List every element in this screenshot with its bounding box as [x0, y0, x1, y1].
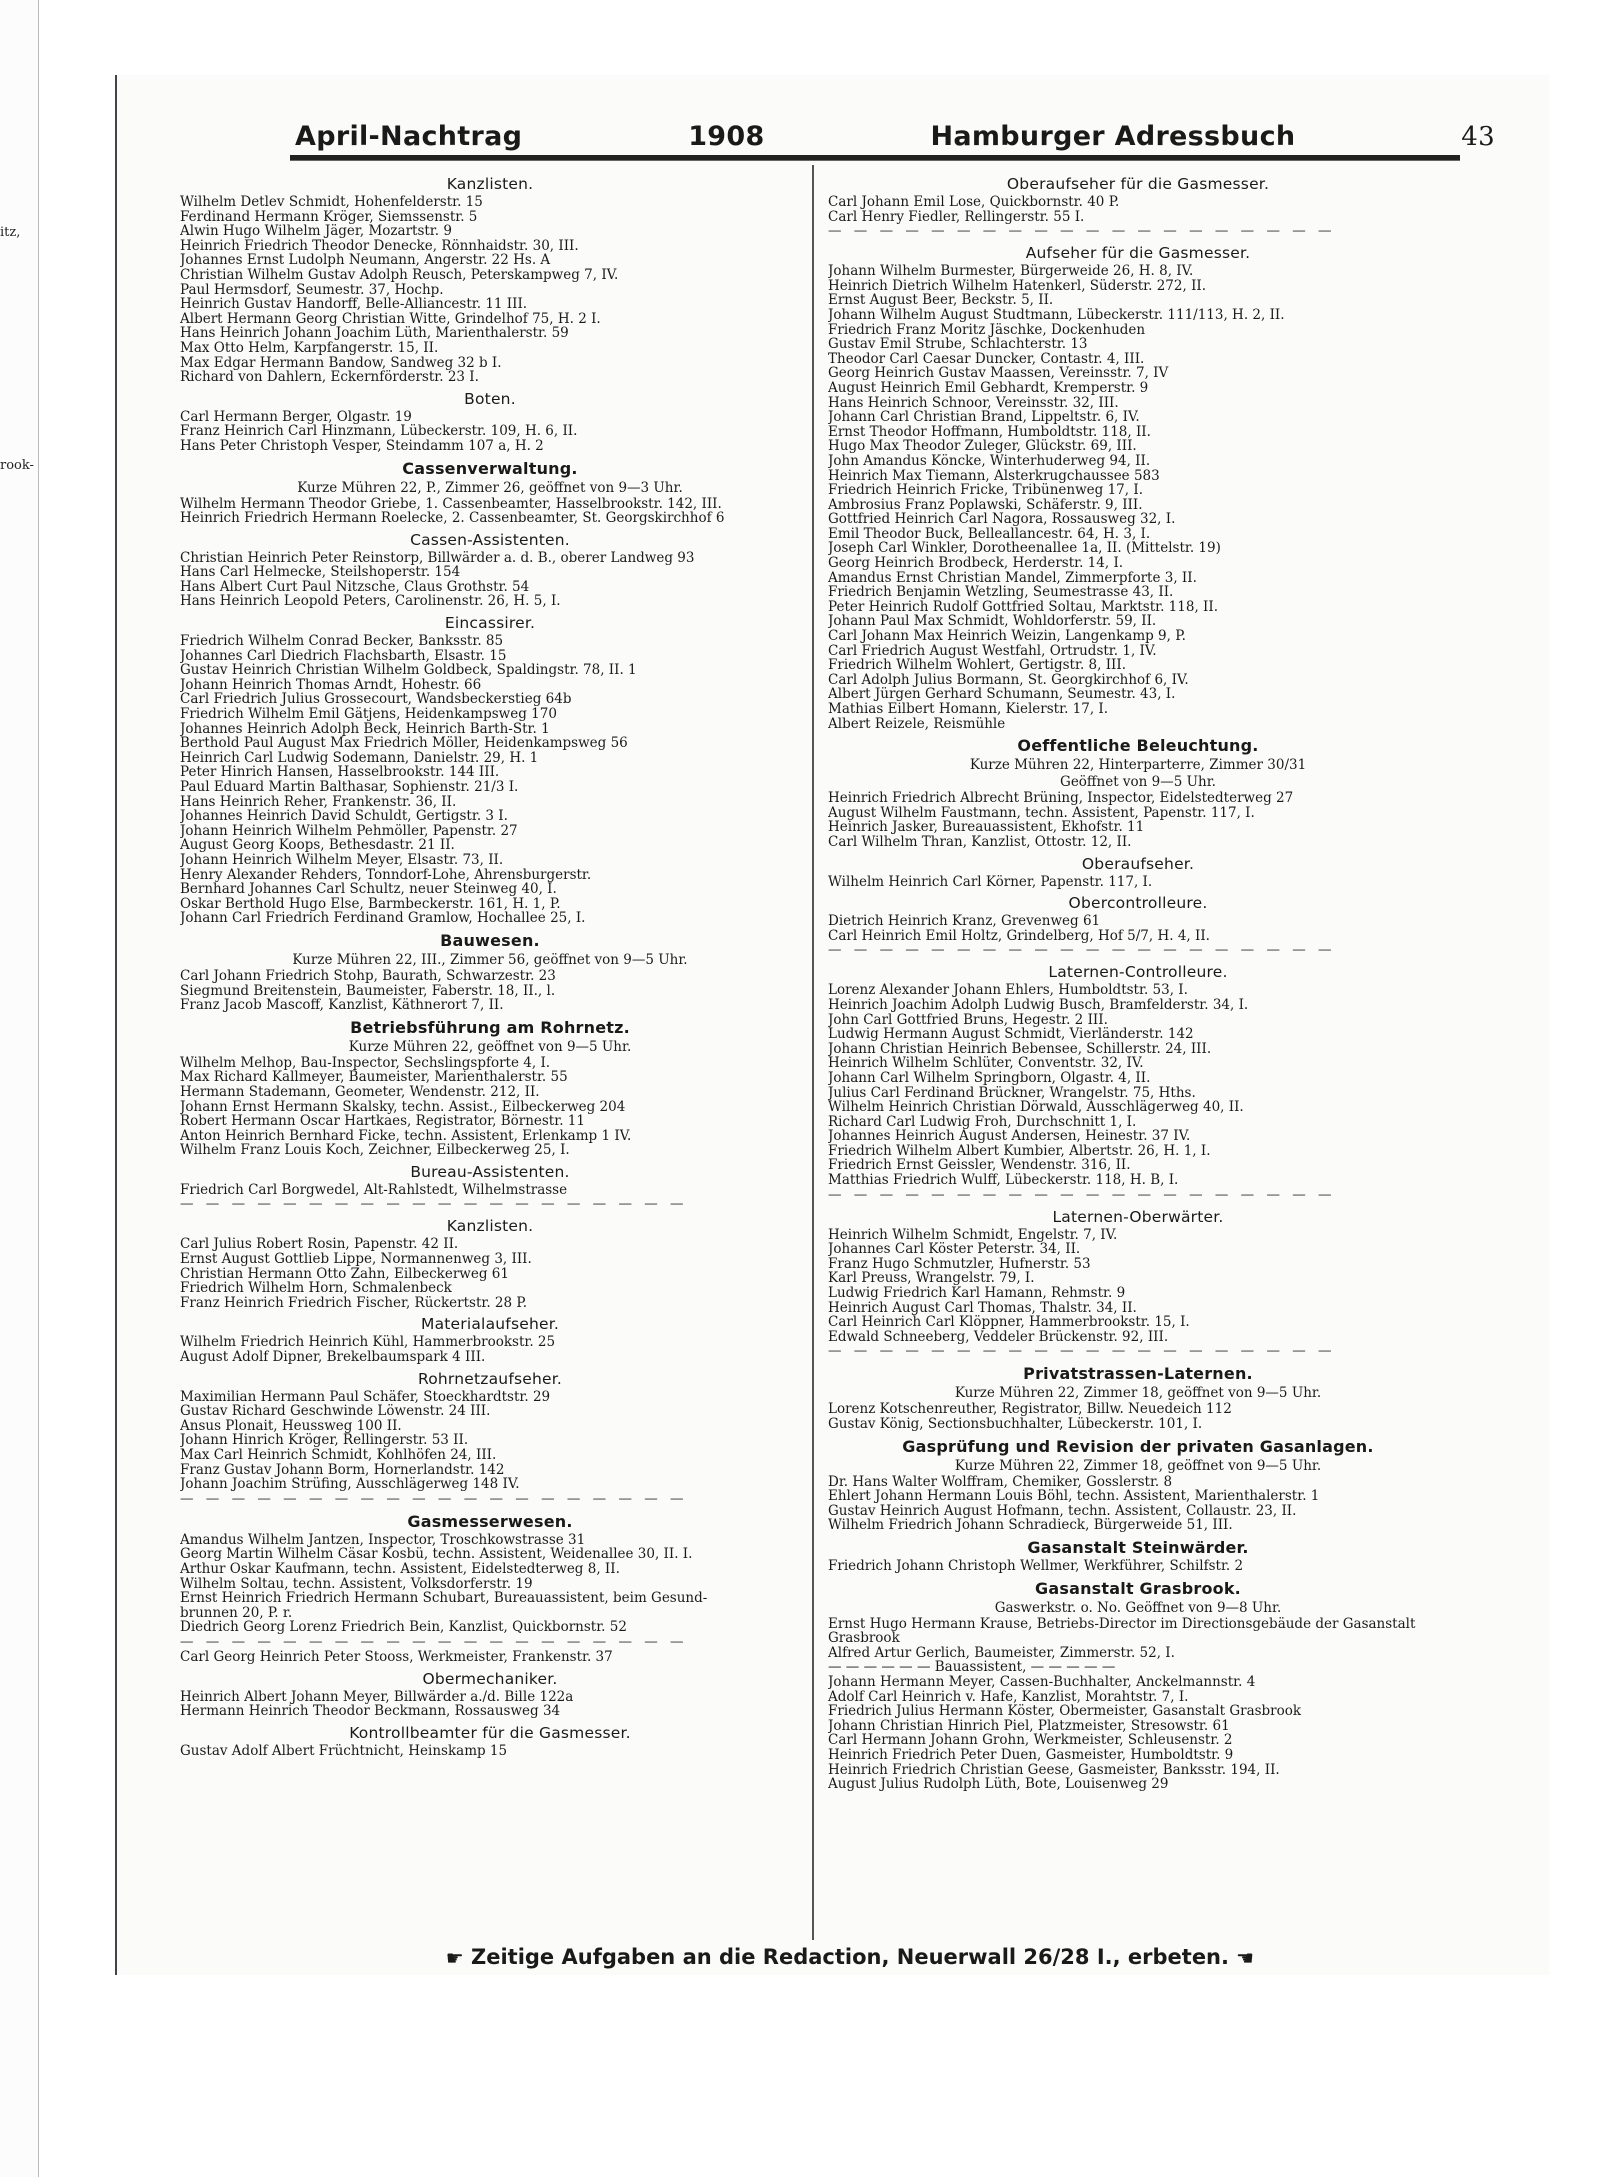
page-number: 43 — [1461, 122, 1495, 152]
directory-entry: Friedrich Ernst Geissler, Wendenstr. 316, II. — [828, 1158, 1131, 1174]
section-heading: Gasmesserwesen. — [407, 1511, 573, 1531]
adjacent-page-edge — [0, 0, 39, 2177]
directory-entry: Johann Joachim Strüfing, Ausschlägerweg 148 IV. — [180, 1477, 520, 1492]
directory-entry: Wilhelm Heinrich Carl Körner, Papenstr. 117, I. — [828, 874, 1153, 890]
directory-entry: Friedrich Wilhelm Emil Gätjens, Heidenkampsweg 170 — [180, 707, 557, 722]
directory-entry: Franz Heinrich Friedrich Fischer, Rückertstr. 28 P. — [180, 1295, 528, 1311]
directory-entry: Carl Johann Friedrich Stohp, Baurath, Schwarzestr. 23 — [180, 968, 556, 984]
directory-entry: Karl Preuss, Wrangelstr. 79, I. — [828, 1271, 1035, 1287]
section-office-hours: Kurze Mühren 22, Zimmer 18, geöffnet von 9—5 Uhr. — [954, 1385, 1322, 1402]
directory-entry: Franz Hugo Schmutzler, Hufnerstr. 53 — [828, 1256, 1091, 1272]
directory-entry: August Georg Koops, Bethesdastr. 21 II. — [180, 838, 455, 853]
directory-entry: Hans Heinrich Schnoor, Vereinsstr. 32, III. — [828, 395, 1119, 411]
directory-entry: Johann Heinrich Wilhelm Pehmöller, Papenstr. 27 — [180, 823, 518, 839]
directory-entry: Theodor Carl Caesar Duncker, Contastr. 4, III. — [828, 351, 1145, 367]
directory-entry: Lorenz Kotschenreuther, Registrator, Billw. Neuedeich 112 — [828, 1402, 1232, 1417]
directory-entry: Max Richard Kallmeyer, Baumeister, Marienthalerstr. 55 — [180, 1070, 568, 1085]
directory-entry: Heinrich Joachim Adolph Ludwig Busch, Bramfelderstr. 34, I. — [828, 997, 1249, 1013]
directory-entry: — — — — — — Bauassistent, — — — — — — [828, 1660, 1116, 1675]
directory-entry: Carl Friedrich August Westfahl, Ortrudstr. 1, IV. — [828, 643, 1157, 659]
directory-entry: Ernst Theodor Hoffmann, Humboldtstr. 118, II. — [828, 424, 1151, 440]
directory-entry: Heinrich Carl Ludwig Sodemann, Danielstr. 29, H. 1 — [180, 750, 539, 766]
directory-entry: Friedrich Wilhelm Conrad Becker, Banksstr. 85 — [180, 634, 504, 649]
section-heading: Boten. — [464, 389, 516, 408]
section-heading: Oberaufseher für die Gasmesser. — [1006, 175, 1270, 193]
directory-entry: Wilhelm Hermann Theodor Griebe, 1. Cassenbeamter, Hasselbrookstr. 142, III. — [180, 496, 722, 512]
directory-entry: Carl Wilhelm Thran, Kanzlist, Ottostr. 12, II. — [828, 834, 1132, 850]
directory-entry: Dr. Hans Walter Wolffram, Chemiker, Gosslerstr. 8 — [828, 1474, 1173, 1490]
pointing-hand-icon: ☛ — [445, 1946, 464, 1970]
directory-entry: John Amandus Köncke, Winterhuderweg 94, II. — [828, 453, 1151, 469]
directory-entry: Johannes Ernst Ludolph Neumann, Angerstr. 22 Hs. A — [180, 253, 551, 268]
directory-entry: Lorenz Alexander Johann Ehlers, Humboldtstr. 53, I. — [828, 983, 1188, 998]
directory-entry: Heinrich Friedrich Theodor Denecke, Rönnhaidstr. 30, III. — [180, 238, 579, 254]
directory-entry: Friedrich Johann Christoph Wellmer, Werkführer, Schilfstr. 2 — [828, 1558, 1244, 1574]
directory-entry: Paul Eduard Martin Balthasar, Sophienstr. 21/3 I. — [180, 780, 519, 795]
directory-entry: Albert Hermann Georg Christian Witte, Grindelhof 75, H. 2 I. — [180, 311, 601, 327]
directory-entry: Hermann Stademann, Geometer, Wendenstr. 212, II. — [180, 1084, 540, 1100]
section-heading: Eincassirer. — [444, 614, 536, 633]
dashed-separator: — — — — — — — — — — — — — — — — — — — — — [828, 1187, 1336, 1203]
directory-entry: Hermann Heinrich Theodor Beckmann, Rossausweg 34 — [180, 1704, 561, 1719]
section-office-hours: Kurze Mühren 22, P., Zimmer 26, geöffnet von 9—3 Uhr. — [297, 479, 683, 496]
directory-entry: Johann Wilhelm Burmester, Bürgerweide 26, H. 8, IV. — [828, 264, 1194, 279]
directory-entry: Carl Friedrich Julius Grossecourt, Wandsbeckerstieg 64b — [180, 692, 572, 708]
directory-entry: Friedrich Benjamin Wetzling, Seumestrasse 43, II. — [828, 585, 1174, 600]
section-heading: Rohrnetzaufseher. — [417, 1369, 563, 1388]
directory-entry: Heinrich Albert Johann Meyer, Billwärder a./d. Bille 122a — [180, 1689, 574, 1705]
directory-entry: Arthur Oskar Kaufmann, techn. Assistent, Eidelstedterweg 8, II. — [180, 1561, 620, 1577]
right-column — [828, 170, 1448, 1792]
section-office-hours: Gaswerkstr. o. No. Geöffnet von 9—8 Uhr. — [994, 1599, 1282, 1616]
directory-entry: Heinrich Friedrich Hermann Roelecke, 2. Cassenbeamter, St. Georgskirchhof 6 — [180, 511, 725, 526]
directory-entry: Johann Heinrich Thomas Arndt, Hohestr. 66 — [180, 677, 482, 693]
directory-entry: Wilhelm Heinrich Christian Dörwald, Ausschlägerweg 40, II. — [828, 1100, 1244, 1115]
directory-entry: Johannes Heinrich August Andersen, Heinestr. 37 IV. — [828, 1129, 1191, 1144]
header-publication-title: Hamburger Adressbuch — [930, 121, 1296, 152]
section-heading: Bauwesen. — [440, 930, 540, 950]
directory-entry: Heinrich Friedrich Albrecht Brüning, Inspector, Eidelstedterweg 27 — [828, 791, 1294, 806]
section-heading: Bureau-Assistenten. — [410, 1162, 570, 1181]
directory-entry: Franz Gustav Johann Borm, Hornerlandstr. 142 — [180, 1462, 505, 1478]
directory-entry: Oskar Berthold Hugo Else, Barmbeckerstr. 161, H. 1, P. — [180, 896, 561, 912]
directory-entry: Johann Carl Wilhelm Springborn, Olgastr. 4, II. — [828, 1070, 1151, 1086]
directory-entry: Franz Heinrich Carl Hinzmann, Lübeckerstr. 109, H. 6, II. — [180, 424, 578, 439]
directory-entry: Wilhelm Detlev Schmidt, Hohenfelderstr. 15 — [180, 195, 483, 210]
directory-entry: Friedrich Wilhelm Horn, Schmalenbeck — [180, 1281, 452, 1296]
directory-entry: Gustav König, Sectionsbuchhalter, Lübeckerstr. 101, I. — [828, 1417, 1203, 1432]
section-office-hours: Kurze Mühren 22, Zimmer 18, geöffnet von 9—5 Uhr. — [954, 1457, 1322, 1474]
directory-entry: Heinrich Friedrich Christian Geese, Gasmeister, Banksstr. 194, II. — [828, 1762, 1280, 1778]
directory-entry: Hugo Max Theodor Zuleger, Glückstr. 69, III. — [828, 439, 1137, 454]
directory-entry: Georg Martin Wilhelm Cäsar Kosbü, techn. Assistent, Weidenallee 30, II. I. — [180, 1547, 693, 1562]
directory-entry: Diedrich Georg Lorenz Friedrich Bein, Kanzlist, Quickbornstr. 52 — [180, 1620, 627, 1635]
directory-entry: Georg Heinrich Gustav Maassen, Vereinsstr. 7, IV — [828, 366, 1169, 381]
directory-entry: Gustav Richard Geschwinde Löwenstr. 24 III. — [180, 1404, 491, 1419]
directory-entry: Ernst Heinrich Friedrich Hermann Schubart, Bureauassistent, beim Gesund- — [180, 1591, 708, 1606]
directory-entry: Johannes Carl Köster Peterstr. 34, II. — [828, 1242, 1081, 1257]
directory-entry: Ambrosius Franz Poplawski, Schäferstr. 9, III. — [828, 497, 1143, 513]
directory-entry: Paul Hermsdorf, Seumestr. 37, Hochp. — [180, 282, 444, 298]
directory-entry: August Wilhelm Faustmann, techn. Assistent, Papenstr. 117, I. — [828, 805, 1255, 821]
directory-entry: Friedrich Franz Moritz Jäschke, Dockenhuden — [828, 322, 1146, 338]
directory-entry: Amandus Wilhelm Jantzen, Inspector, Troschkowstrasse 31 — [180, 1532, 586, 1548]
directory-entry: Johann Christian Heinrich Bebensee, Schillerstr. 24, III. — [828, 1041, 1212, 1057]
directory-entry: Max Otto Helm, Karpfangerstr. 15, II. — [180, 340, 439, 356]
dashed-separator: — — — — — — — — — — — — — — — — — — — — — [180, 1634, 688, 1650]
directory-entry: Emil Theodor Buck, Belleallancestr. 64, H. 3, I. — [828, 526, 1151, 542]
directory-entry: Franz Jacob Mascoff, Kanzlist, Käthnerort 7, II. — [180, 998, 504, 1013]
directory-entry: Friedrich Heinrich Fricke, Tribünenweg 17, I. — [828, 483, 1143, 498]
directory-entry: Carl Adolph Julius Bormann, St. Georgkirchhof 6, IV. — [828, 672, 1189, 688]
section-heading: Aufseher für die Gasmesser. — [1025, 244, 1251, 263]
section-office-hours: Kurze Mühren 22, Hinterparterre, Zimmer 30/31 — [969, 757, 1307, 774]
section-office-hours: Kurze Mühren 22, III., Zimmer 56, geöffnet von 9—5 Uhr. — [292, 951, 688, 968]
directory-entry: Heinrich Gustav Handorff, Belle-Alliancestr. 11 III. — [180, 297, 528, 312]
section-heading: Obermechaniker. — [422, 1669, 558, 1688]
section-heading: Kanzlisten. — [446, 1217, 534, 1236]
directory-entry: August Julius Rudolph Lüth, Bote, Louisenweg 29 — [828, 1777, 1169, 1792]
directory-entry: Wilhelm Friedrich Heinrich Kühl, Hammerbrookstr. 25 — [180, 1335, 556, 1351]
header-rule — [290, 155, 1460, 161]
section-heading: Privatstrassen-Laternen. — [1023, 1364, 1253, 1384]
directory-entry: Anton Heinrich Bernhard Ficke, techn. Assistent, Erlenkamp 1 IV. — [180, 1128, 632, 1144]
directory-entry: Mathias Eilbert Homann, Kielerstr. 17, I. — [828, 702, 1109, 717]
directory-entry: Friedrich Wilhelm Albert Kumbier, Albertstr. 26, H. 1, I. — [828, 1143, 1211, 1159]
directory-entry: John Carl Gottfried Bruns, Hegestr. 2 III. — [828, 1012, 1108, 1028]
dashed-separator: — — — — — — — — — — — — — — — — — — — — — [828, 224, 1336, 240]
directory-entry: Carl Hermann Berger, Olgastr. 19 — [180, 409, 412, 425]
pointing-hand-icon: ☛ — [1236, 1946, 1255, 1970]
directory-entry: August Heinrich Emil Gebhardt, Kremperstr. 9 — [828, 380, 1149, 396]
directory-entry: Gottfried Heinrich Carl Nagora, Rossausweg 32, I. — [828, 512, 1176, 527]
directory-entry: Wilhelm Melhop, Bau-Inspector, Sechslingspforte 4, I. — [180, 1055, 551, 1071]
directory-entry: Carl Hermann Johann Grohn, Werkmeister, Schleusenstr. 2 — [828, 1733, 1233, 1748]
directory-entry: Edwald Schneeberg, Veddeler Brückenstr. 92, III. — [828, 1329, 1169, 1345]
section-heading: Kontrollbeamter für die Gasmesser. — [349, 1723, 631, 1742]
directory-entry: Johann Ernst Hermann Skalsky, techn. Assist., Eilbeckerweg 204 — [180, 1099, 626, 1115]
dashed-separator: — — — — — — — — — — — — — — — — — — — — — [828, 943, 1336, 959]
directory-entry: Robert Hermann Oscar Hartkaes, Registrator, Börnestr. 11 — [180, 1114, 585, 1129]
section-heading: Laternen-Controlleure. — [1048, 963, 1228, 982]
directory-entry: Carl Johann Emil Lose, Quickbornstr. 40 P. — [828, 195, 1120, 210]
directory-entry: Wilhelm Franz Louis Koch, Zeichner, Eilbeckerweg 25, I. — [180, 1143, 570, 1158]
directory-entry: Carl Julius Robert Rosin, Papenstr. 42 II. — [180, 1237, 459, 1253]
directory-entry: Matthias Friedrich Wulff, Lübeckerstr. 118, H. B, I. — [828, 1173, 1179, 1188]
directory-entry: Max Carl Heinrich Schmidt, Kohlhöfen 24, III. — [180, 1448, 497, 1463]
directory-entry: Ludwig Friedrich Karl Hamann, Rehmstr. 9 — [828, 1286, 1126, 1301]
directory-entry: Ernst August Beer, Beckstr. 5, II. — [828, 293, 1054, 308]
directory-entry: Heinrich Max Tiemann, Alsterkrugchaussee 583 — [828, 468, 1160, 484]
directory-entry: Johannes Carl Diedrich Flachsbarth, Elsastr. 15 — [180, 648, 507, 664]
section-heading: Cassen-Assistenten. — [410, 530, 570, 549]
directory-entry: Friedrich Julius Hermann Köster, Obermeister, Gasanstalt Grasbrook — [828, 1704, 1302, 1719]
directory-entry: Friedrich Wilhelm Wohlert, Gertigstr. 8, III. — [828, 658, 1126, 673]
directory-entry: Wilhelm Soltau, techn. Assistent, Volksdorferstr. 19 — [180, 1576, 533, 1592]
section-heading: Gasanstalt Steinwärder. — [1027, 1537, 1249, 1557]
directory-entry: Gustav Emil Strube, Schlachterstr. 13 — [828, 337, 1088, 352]
directory-entry: Heinrich Dietrich Wilhelm Hatenkerl, Süderstr. 272, II. — [828, 278, 1207, 294]
directory-entry: Heinrich Jasker, Bureauassistent, Ekhofstr. 11 — [828, 820, 1145, 835]
directory-entry: Alfred Artur Gerlich, Baumeister, Zimmerstr. 52, I. — [828, 1645, 1175, 1661]
directory-entry: Christian Heinrich Peter Reinstorp, Billwärder a. d. B., oberer Landweg 93 — [180, 550, 695, 566]
section-heading: Kanzlisten. — [446, 175, 534, 193]
header-section-title: April-Nachtrag — [295, 121, 523, 152]
directory-entry: Johann Wilhelm August Studtmann, Lübeckerstr. 111/113, H. 2, II. — [828, 307, 1285, 323]
directory-entry: Johann Hermann Meyer, Cassen-Buchhalter, Anckelmannstr. 4 — [828, 1674, 1256, 1690]
directory-entry: Alwin Hugo Wilhelm Jäger, Mozartstr. 9 — [180, 224, 452, 239]
directory-entry: Grasbrook — [828, 1631, 900, 1646]
directory-entry: Johann Heinrich Wilhelm Meyer, Elsastr. 73, II. — [180, 852, 504, 868]
directory-entry: Carl Georg Heinrich Peter Stooss, Werkmeister, Frankenstr. 37 — [180, 1649, 613, 1665]
footer-notice — [410, 1945, 1290, 1969]
directory-entry: August Adolf Dipner, Brekelbaumspark 4 III. — [180, 1350, 486, 1365]
directory-entry: brunnen 20, P. r. — [180, 1605, 293, 1621]
directory-entry: Georg Heinrich Brodbeck, Herderstr. 14, I. — [828, 556, 1124, 571]
section-heading: Gasanstalt Grasbrook. — [1035, 1578, 1241, 1598]
directory-entry: Bernhard Johannes Carl Schultz, neuer Steinweg 40, I. — [180, 882, 557, 897]
directory-entry: Heinrich Wilhelm Schlüter, Conventstr. 32, IV. — [828, 1056, 1144, 1071]
section-office-hours: Geöffnet von 9—5 Uhr. — [1060, 774, 1216, 791]
directory-entry: Heinrich Friedrich Peter Duen, Gasmeister, Humboldtstr. 9 — [828, 1747, 1234, 1763]
directory-entry: Ernst Hugo Hermann Krause, Betriebs-Director im Directionsgebäude der Gasanstalt — [828, 1616, 1416, 1632]
directory-entry: Wilhelm Friedrich Johann Schradieck, Bürgerweide 51, III. — [828, 1518, 1233, 1533]
directory-entry: Johann Paul Max Schmidt, Wohldorferstr. 59, II. — [828, 614, 1157, 630]
directory-entry: Hans Peter Christoph Vesper, Steindamm 107 a, H. 2 — [180, 438, 544, 454]
dashed-separator: — — — — — — — — — — — — — — — — — — — — — [180, 1491, 688, 1507]
directory-entry: Hans Heinrich Leopold Peters, Carolinenstr. 26, H. 5, I. — [180, 594, 561, 610]
section-heading: Gasprüfung und Revision der privaten Gasanlagen. — [902, 1436, 1374, 1456]
directory-entry: Julius Carl Ferdinand Brückner, Wrangelstr. 75, Hths. — [828, 1085, 1196, 1101]
directory-entry: Ferdinand Hermann Kröger, Siemssenstr. 5 — [180, 209, 478, 225]
header-year: 1908 — [688, 121, 765, 152]
directory-entry: Carl Johann Max Heinrich Weizin, Langenkamp 9, P. — [828, 629, 1186, 644]
directory-entry: Gustav Heinrich Christian Wilhelm Goldbeck, Spaldingstr. 78, II. 1 — [180, 663, 637, 678]
section-office-hours: Kurze Mühren 22, geöffnet von 9—5 Uhr. — [348, 1038, 632, 1055]
directory-entry: Hans Heinrich Johann Joachim Lüth, Marienthalerstr. 59 — [180, 326, 569, 341]
directory-entry: Hans Heinrich Reher, Frankenstr. 36, II. — [180, 794, 457, 810]
directory-entry: Johann Carl Christian Brand, Lippeltstr. 6, IV. — [828, 410, 1140, 425]
directory-entry: Adolf Carl Heinrich v. Hafe, Kanzlist, Morahtstr. 7, I. — [828, 1689, 1189, 1705]
directory-entry: Christian Hermann Otto Zahn, Eilbeckerweg 61 — [180, 1266, 509, 1282]
directory-entry: Max Edgar Hermann Bandow, Sandweg 32 b I. — [180, 355, 502, 371]
directory-entry: Carl Heinrich Emil Holtz, Grindelberg, Hof 5/7, H. 4, II. — [828, 928, 1210, 944]
directory-entry: Richard von Dahlern, Eckernförderstr. 23 I. — [180, 370, 479, 385]
page-header — [295, 108, 1495, 152]
directory-entry: Peter Hinrich Hansen, Hasselbrookstr. 144 III. — [180, 765, 500, 780]
directory-entry: Johannes Heinrich David Schuldt, Gertigstr. 3 I. — [180, 809, 508, 824]
dashed-separator: — — — — — — — — — — — — — — — — — — — — — [180, 1197, 688, 1213]
directory-entry: Ansus Plonait, Heussweg 100 II. — [180, 1418, 402, 1434]
directory-entry: Johann Hinrich Kröger, Rellingerstr. 53 II. — [180, 1433, 469, 1448]
directory-entry: Dietrich Heinrich Kranz, Grevenweg 61 — [828, 914, 1101, 929]
directory-entry: Gustav Heinrich August Hofmann, techn. Assistent, Collaustr. 23, II. — [828, 1503, 1297, 1519]
adjacent-page-fragment: rook- — [0, 458, 34, 473]
directory-entry: Maximilian Hermann Paul Schäfer, Stoeckhardtstr. 29 — [180, 1389, 551, 1405]
directory-entry: Joseph Carl Winkler, Dorotheenallee 1a, II. (Mittelstr. 19) — [828, 541, 1221, 557]
directory-entry: Ernst August Gottlieb Lippe, Normannenweg 3, III. — [180, 1252, 532, 1267]
directory-entry: Berthold Paul August Max Friedrich Möller, Heidenkampsweg 56 — [180, 736, 628, 751]
footer-text: Zeitige Aufgaben an die Redaction, Neuerwall 26/28 I., erbeten. — [471, 1945, 1229, 1969]
column-divider — [812, 165, 814, 1940]
directory-entry: Ludwig Hermann August Schmidt, Vierländerstr. 142 — [828, 1027, 1194, 1042]
directory-entry: Christian Wilhelm Gustav Adolph Reusch, Peterskampweg 7, IV. — [180, 267, 619, 283]
directory-entry: Richard Carl Ludwig Froh, Durchschnitt 1, I. — [828, 1114, 1137, 1130]
section-heading: Oberaufseher. — [1081, 854, 1195, 873]
directory-entry: Henry Alexander Rehders, Tonndorf-Lohe, Ahrensburgerstr. — [180, 867, 592, 883]
directory-entry: Carl Heinrich Carl Klöppner, Hammerbrookstr. 15, I. — [828, 1315, 1190, 1330]
directory-entry: Johann Christian Hinrich Piel, Platzmeister, Stresowstr. 61 — [828, 1718, 1230, 1734]
directory-entry: Siegmund Breitenstein, Baumeister, Faberstr. 18, II., l. — [180, 983, 556, 999]
adjacent-page-fragment: itz, — [0, 225, 21, 240]
section-heading: Oeffentliche Beleuchtung. — [1017, 736, 1259, 756]
directory-entry: Friedrich Carl Borgwedel, Alt-Rahlstedt, Wilhelmstrasse — [180, 1182, 568, 1198]
directory-entry: Johann Carl Friedrich Ferdinand Gramlow, Hochallee 25, I. — [180, 911, 586, 926]
directory-entry: Heinrich Wilhelm Schmidt, Engelstr. 7, IV. — [828, 1227, 1118, 1243]
directory-entry: Hans Albert Curt Paul Nitzsche, Claus Grothstr. 54 — [180, 579, 530, 595]
section-heading: Obercontrolleure. — [1068, 894, 1208, 913]
directory-entry: Carl Henry Fiedler, Rellingerstr. 55 I. — [828, 209, 1085, 225]
directory-entry: Albert Jürgen Gerhard Schumann, Seumestr. 43, I. — [828, 687, 1176, 702]
directory-entry: Peter Heinrich Rudolf Gottfried Soltau, Marktstr. 118, II. — [828, 599, 1218, 615]
directory-entry: Ehlert Johann Hermann Louis Böhl, techn. Assistent, Marienthalerstr. 1 — [828, 1489, 1320, 1504]
section-heading: Cassenverwaltung. — [402, 458, 578, 478]
section-heading: Laternen-Oberwärter. — [1052, 1207, 1224, 1226]
dashed-separator: — — — — — — — — — — — — — — — — — — — — — [828, 1344, 1336, 1360]
section-heading: Materialaufseher. — [421, 1315, 559, 1334]
directory-entry: Johannes Heinrich Adolph Beck, Heinrich Barth-Str. 1 — [180, 721, 550, 737]
left-column — [180, 170, 800, 1758]
directory-entry: Albert Reizele, Reismühle — [828, 716, 1006, 732]
directory-entry: Amandus Ernst Christian Mandel, Zimmerpforte 3, II. — [828, 570, 1197, 586]
directory-entry: Heinrich August Carl Thomas, Thalstr. 34, II. — [828, 1300, 1137, 1316]
directory-entry: Hans Carl Helmecke, Steilshoperstr. 154 — [180, 565, 461, 580]
section-heading: Betriebsführung am Rohrnetz. — [350, 1017, 630, 1037]
directory-entry: Gustav Adolf Albert Früchtnicht, Heinskamp 15 — [180, 1743, 508, 1759]
